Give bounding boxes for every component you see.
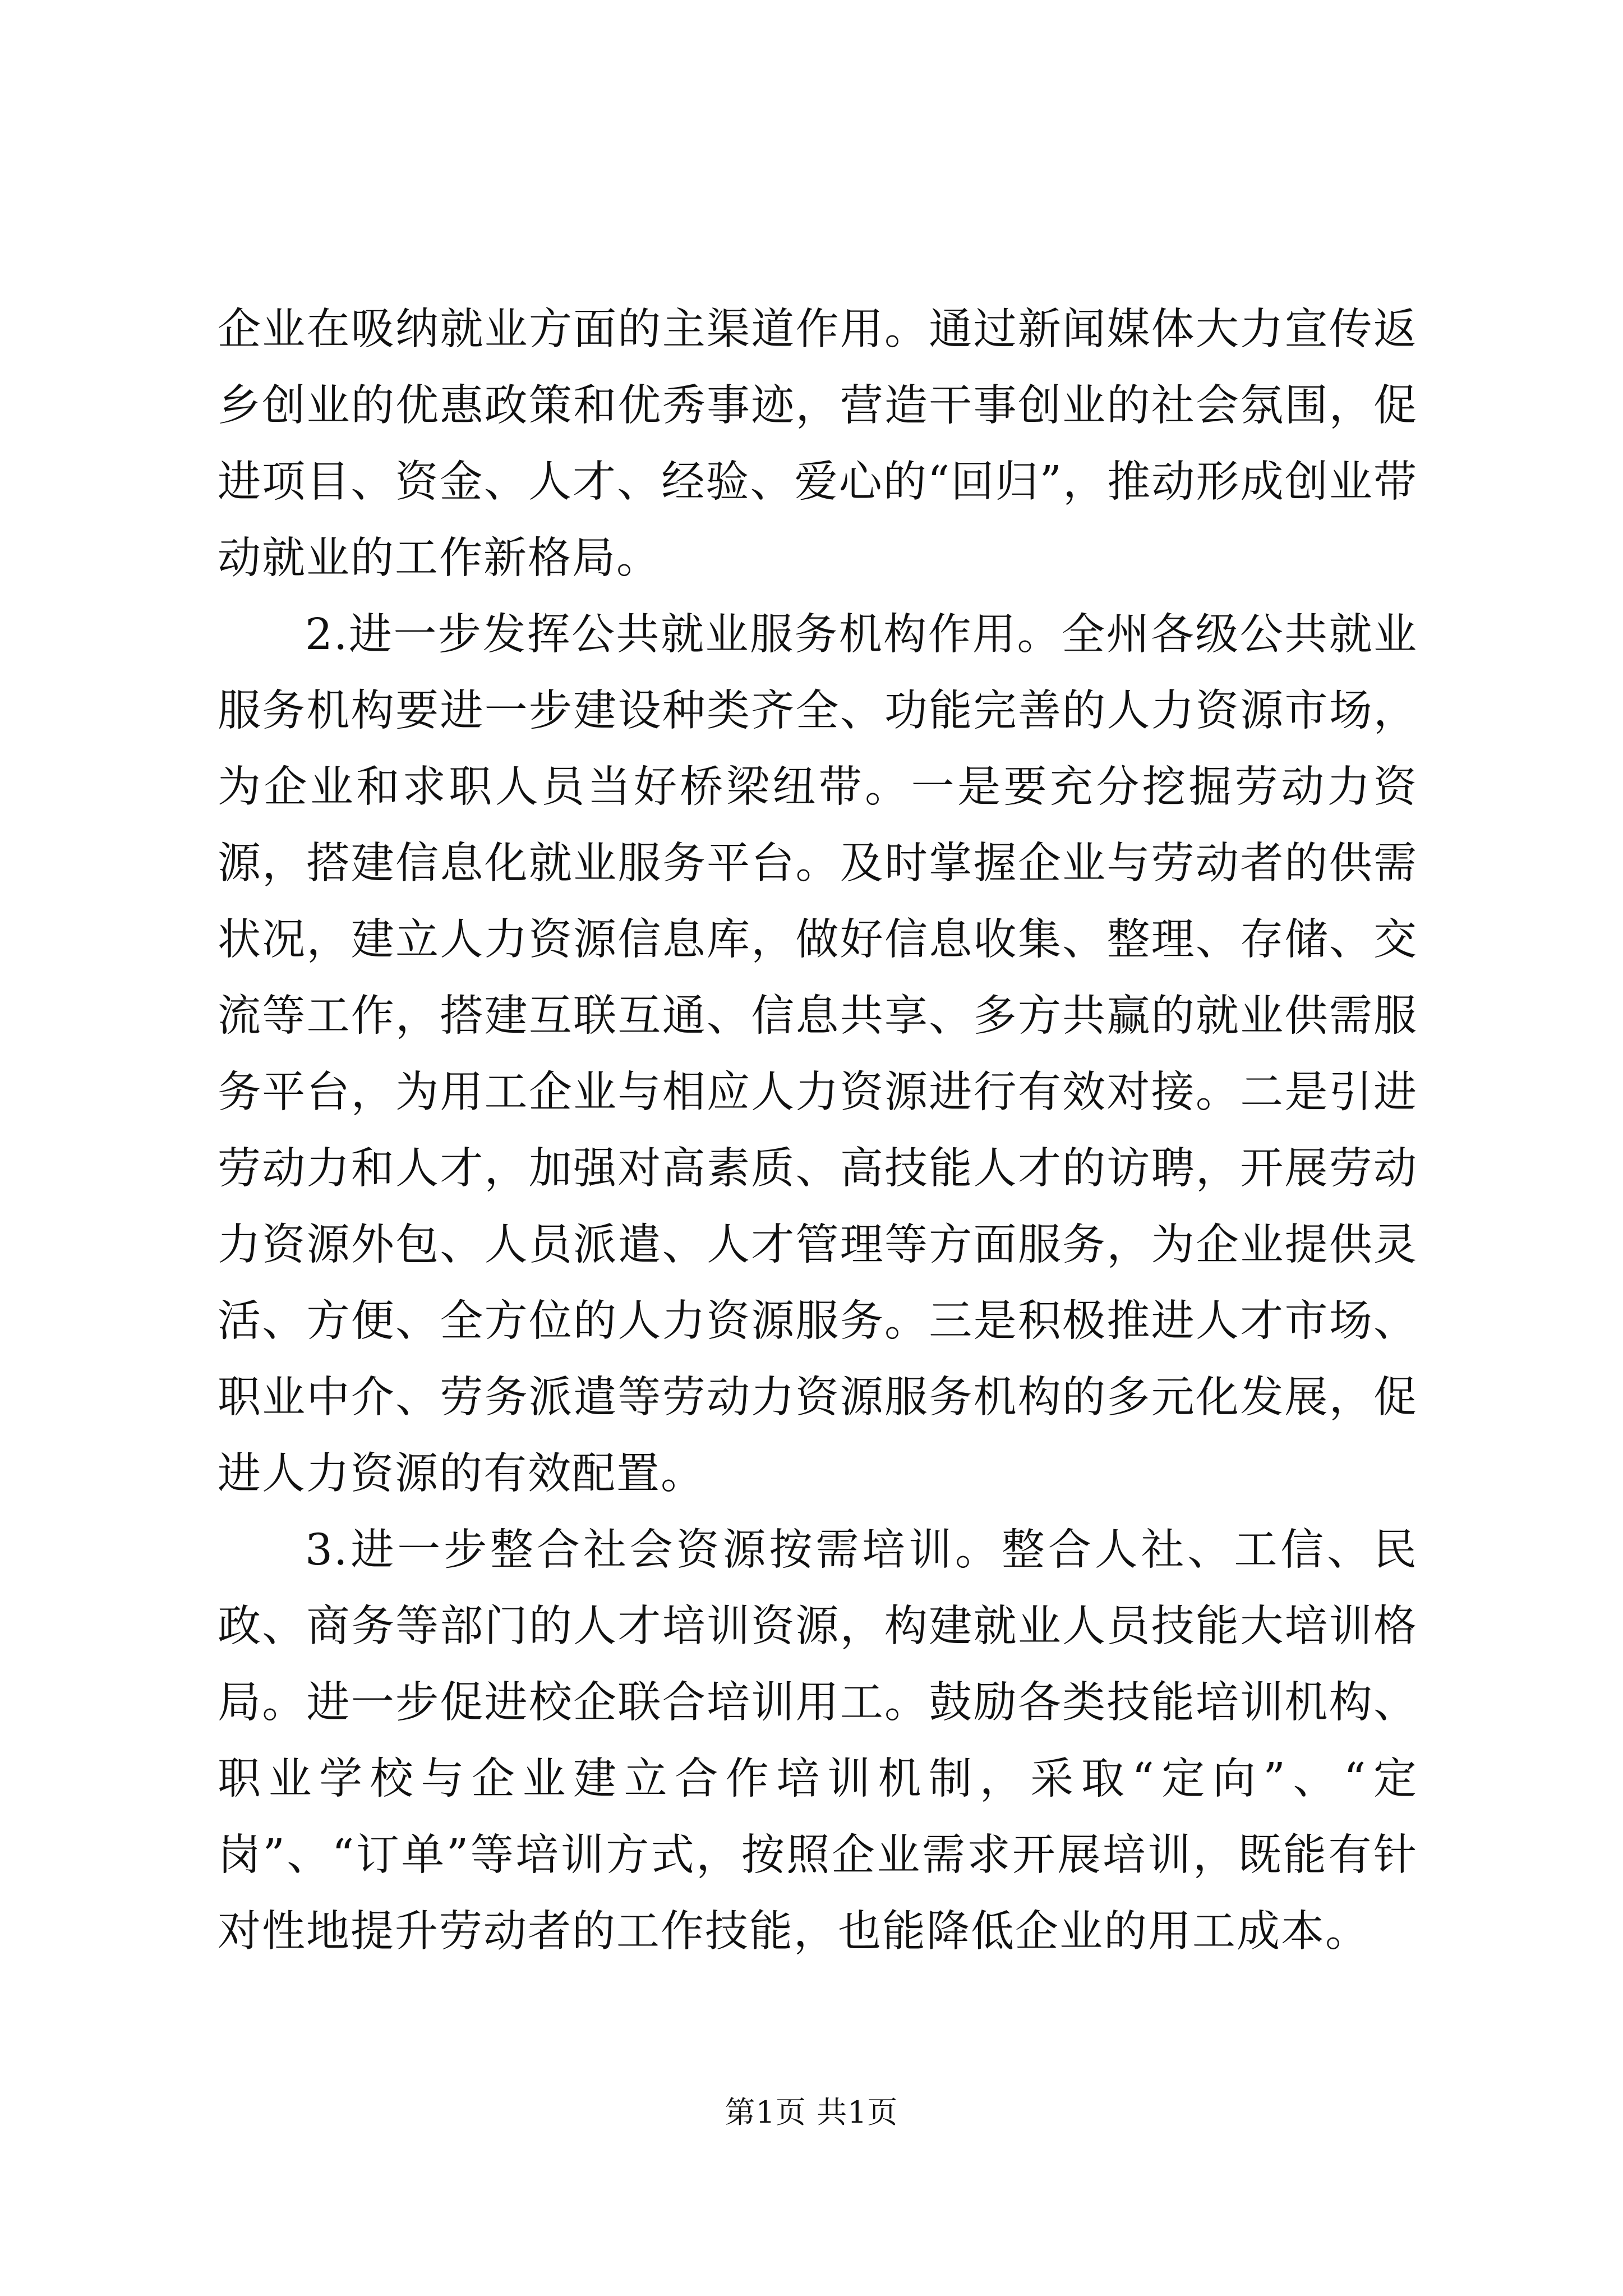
document-body [218,292,1418,1970]
paragraph-continuation: 企业在吸纳就业方面的主渠道作用。通过新闻媒体大力宣传返乡创业的优惠政策和优秀事迹，营造干事创业的社会氛围，促进项目、资金、人才、经验、爱心的“回归”，推动形成创业带动就业的工作新格局。 [218,305,1418,583]
paragraph-section-2: 2.进一步发挥公共就业服务机构作用。全州各级公共就业服务机构要进一步建设种类齐全、功能完善的人力资源市场，为企业和求职人员当好桥梁纽带。一是要充分挖掘劳动力资源，搭建信息化就业服务平台。及时掌握企业与劳动者的供需状况，建立人力资源信息库，做好信息收集、整理、存储、交流等工作，搭建互联互通、信息共享、多方共赢的就业供需服务平台，为用工企业与相应人力资源进行有效对接。二是引进劳动力和人才，加强对高素质、高技能人才的访聘，开展劳动力资源外包、人员派遣、人才管理等方面服务，为企业提供灵活、方便、全方位的人力资源服务。三是积极推进人才市场、职业中介、劳务派遣等劳动力资源服务机构的多元化发展，促进人力资源的有效配置。 [218,610,1418,1499]
page-footer: 第1页 共1页 [725,2095,898,2130]
paragraph-section-3: 3.进一步整合社会资源按需培训。整合人社、工信、民政、商务等部门的人才培训资源，构建就业人员技能大培训格局。进一步促进校企联合培训用工。鼓励各类技能培训机构、职业学校与企业建立合作培训机制，采取“定向”、“定岗”、“订单”等培训方式，按照企业需求开展培训，既能有针对性地提升劳动者的工作技能，也能降低企业的用工成本。 [218,1525,1418,1957]
